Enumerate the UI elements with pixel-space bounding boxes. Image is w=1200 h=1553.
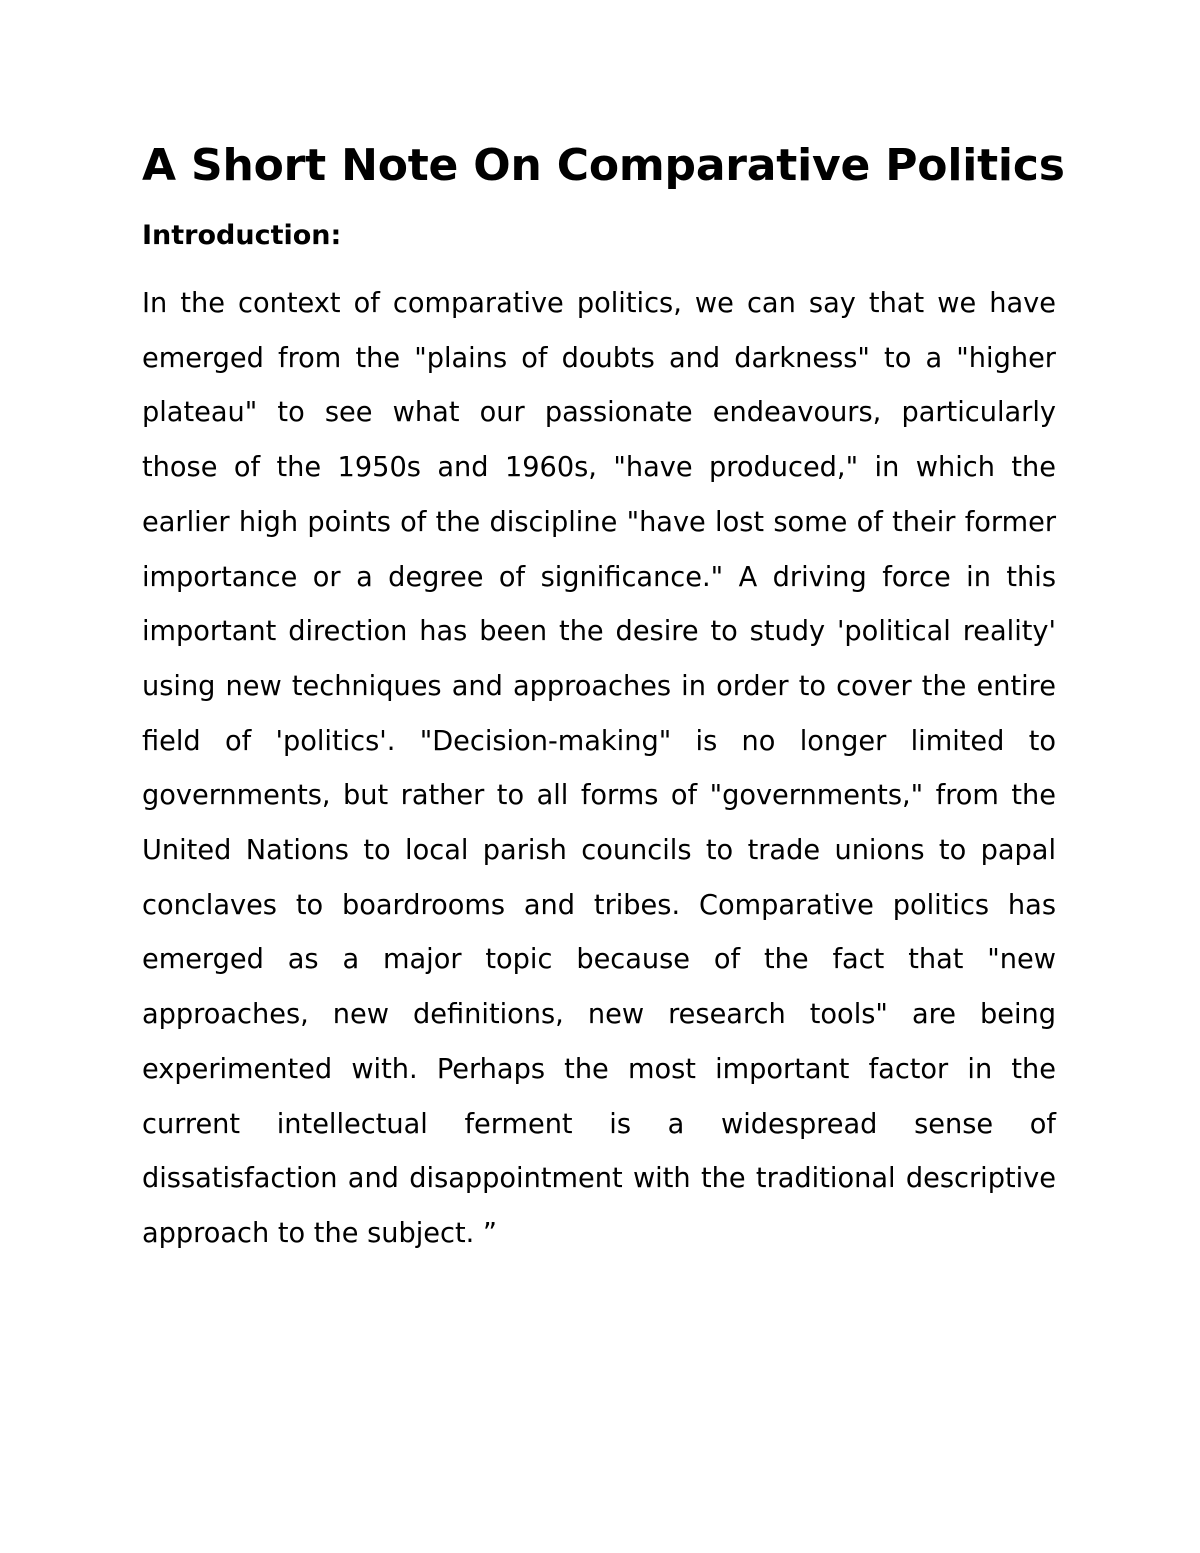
section-heading-introduction: Introduction: (142, 220, 342, 251)
introduction-paragraph: In the context of comparative politics, we can say that we have emerged from the "plains of doubts and darkness" to a "higher plateau" to see what our passionate endeavours, particularly those of the 1950s and 1960s, "have produced," in which the earlier high points of the discipline "have lost some of their former importance or a degree of significance." A driving force in this important direction has been the desire to study 'political reality' using new techniques and approaches in order to cover the entire field of 'politics'. "Decision-making" is no longer limited to governments, but rather to all forms of "governments," from the United Nations to local parish councils to trade unions to papal conclaves to boardrooms and tribes. Comparative politics has emerged as a major topic because of the fact that "new approaches, new definitions, new research tools" are being experimented with. Perhaps the most important factor in the current intellectual ferment is a widespread sense of dissatisfaction and disappointment with the traditional descriptive approach to the subject. ” (142, 288, 1056, 1249)
document-content (142, 138, 1065, 1262)
document-title: A Short Note On Comparative Politics (142, 140, 1065, 191)
